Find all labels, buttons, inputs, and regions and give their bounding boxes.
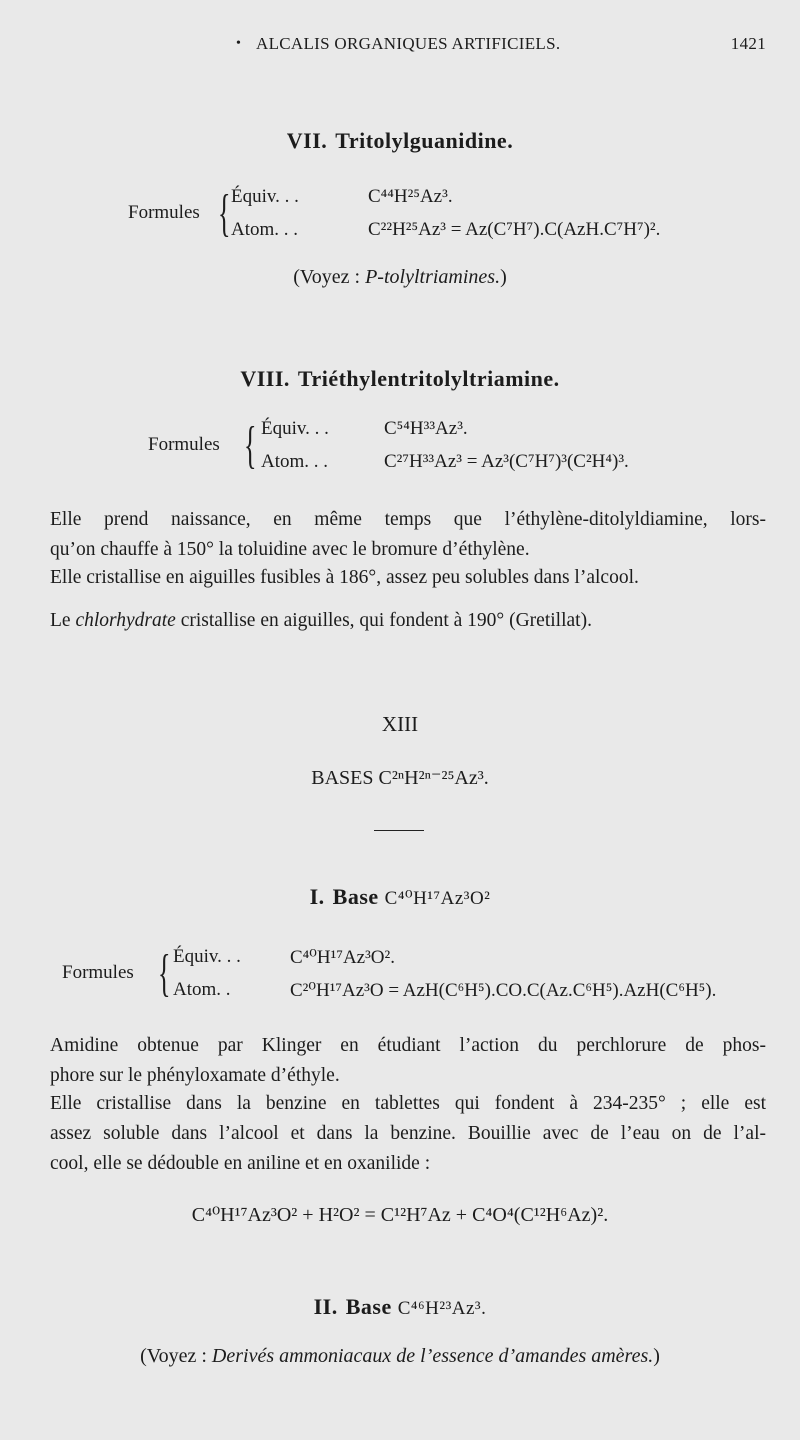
text-line: Elle cristallise en aiguilles fusibles à 186°, assez peu solubles dans l’alcool.	[50, 567, 639, 588]
see-prefix: (Voyez :	[293, 266, 366, 288]
para3-rest: cristallise en aiguilles, qui fondent à 190° (Gretillat).	[175, 610, 592, 631]
formules-label: Formules	[148, 434, 220, 455]
section-i-heading	[0, 884, 800, 910]
para3-prefix: Le	[50, 610, 76, 631]
equiv-label: Équiv. . .	[261, 418, 329, 439]
equiv-formula: C⁴⁰H¹⁷Az³O².	[290, 947, 395, 968]
chapter-rule	[374, 830, 424, 831]
section-ii-heading	[0, 1294, 800, 1320]
section-viii-heading	[0, 366, 800, 392]
text-line	[50, 606, 766, 636]
section-viii-paragraph-3	[50, 606, 766, 636]
chapter-numeral: XIII	[381, 712, 419, 736]
section-vii-see-also	[0, 266, 800, 289]
atom-label: Atom. . .	[231, 219, 299, 240]
chlorhydrate-term: chlorhydrate	[75, 610, 176, 631]
section-ii-formula: C⁴⁶H²³Az³.	[397, 1298, 487, 1319]
running-head	[0, 34, 800, 58]
text-line: Elle cristallise dans la benzine en tablettes qui fondent à 234-235° ; elle est	[50, 1093, 766, 1114]
equiv-formula: C⁵⁴H³³Az³.	[384, 418, 468, 439]
section-i-paragraph-2	[50, 1089, 766, 1179]
header-title: ALCALIS ORGANIQUES ARTIFICIELS.	[256, 34, 561, 53]
equiv-label: Équiv. . .	[173, 946, 241, 967]
see-suffix: )	[653, 1345, 660, 1367]
section-i-title: Base	[332, 884, 379, 909]
see-prefix: (Voyez :	[140, 1345, 212, 1367]
page-number: 1421	[730, 34, 766, 53]
section-vii-title: Tritolylguanidine.	[335, 128, 514, 153]
section-ii-title: Base	[345, 1294, 392, 1319]
section-viii-paragraph-1	[50, 505, 766, 565]
section-ii-see-also	[0, 1345, 800, 1368]
text-line: Elle prend naissance, en même temps que l’éthylène-ditolyldiamine, lors-	[50, 509, 766, 530]
text-line: phore sur le phényloxamate d’éthyle.	[50, 1065, 340, 1086]
atom-formula: C²⁷H³³Az³ = Az³(C⁷H⁷)³(C²H⁴)³.	[384, 451, 629, 472]
atom-label: Atom. .	[173, 979, 231, 1000]
text-line: qu’on chauffe à 150° la toluidine avec le bromure d’éthylène.	[50, 539, 530, 560]
section-i-number: I.	[309, 884, 325, 909]
section-i-paragraph-1	[50, 1031, 766, 1091]
header-dot: •	[236, 36, 242, 51]
formules-label: Formules	[62, 962, 134, 983]
chapter-title: BASES C²ⁿH²ⁿ⁻²⁵Az³.	[311, 767, 489, 789]
section-viii-formulas	[148, 418, 748, 480]
section-i-formulas	[62, 946, 782, 1008]
formules-label: Formules	[128, 202, 200, 223]
atom-formula: C²²H²⁵Az³ = Az(C⁷H⁷).C(AzH.C⁷H⁷)².	[368, 219, 661, 240]
section-ii-number: II.	[313, 1294, 338, 1319]
atom-label: Atom. . .	[261, 451, 329, 472]
brace-icon: {	[158, 945, 171, 1002]
section-vii-number: VII.	[286, 128, 328, 153]
see-reference: P-tolyltriamines.	[365, 266, 501, 288]
section-vii-heading	[0, 128, 800, 154]
text-line: Amidine obtenue par Klinger en étudiant l’action du perchlorure de phos-	[50, 1035, 766, 1056]
section-viii-number: VIII.	[240, 366, 290, 391]
atom-formula: C²⁰H¹⁷Az³O = AzH(C⁶H⁵).CO.C(Az.C⁶H⁵).AzH(C⁶H⁵).	[290, 980, 717, 1001]
section-viii-title: Triéthylentritolyltriamine.	[297, 366, 560, 391]
see-reference: Derivés ammoniacaux de l’essence d’amandes amères.	[211, 1345, 654, 1367]
section-i-formula: C⁴⁰H¹⁷Az³O²	[384, 888, 491, 909]
see-suffix: )	[500, 266, 507, 288]
section-vii-formulas	[128, 186, 728, 248]
decomposition-equation: C⁴⁰H¹⁷Az³O² + H²O² = C¹²H⁷Az + C⁴O⁴(C¹²H⁶Az)².	[191, 1204, 609, 1226]
section-viii-paragraph-2	[50, 563, 766, 593]
equiv-label: Équiv. . .	[231, 186, 299, 207]
brace-icon: {	[244, 417, 257, 474]
text-line: assez soluble dans l’alcool et dans la benzine. Bouillie avec de l’eau on de l’al-	[50, 1123, 766, 1144]
equiv-formula: C⁴⁴H²⁵Az³.	[368, 186, 453, 207]
text-line: cool, elle se dédouble en aniline et en oxanilide :	[50, 1153, 431, 1174]
brace-icon: {	[218, 185, 231, 242]
